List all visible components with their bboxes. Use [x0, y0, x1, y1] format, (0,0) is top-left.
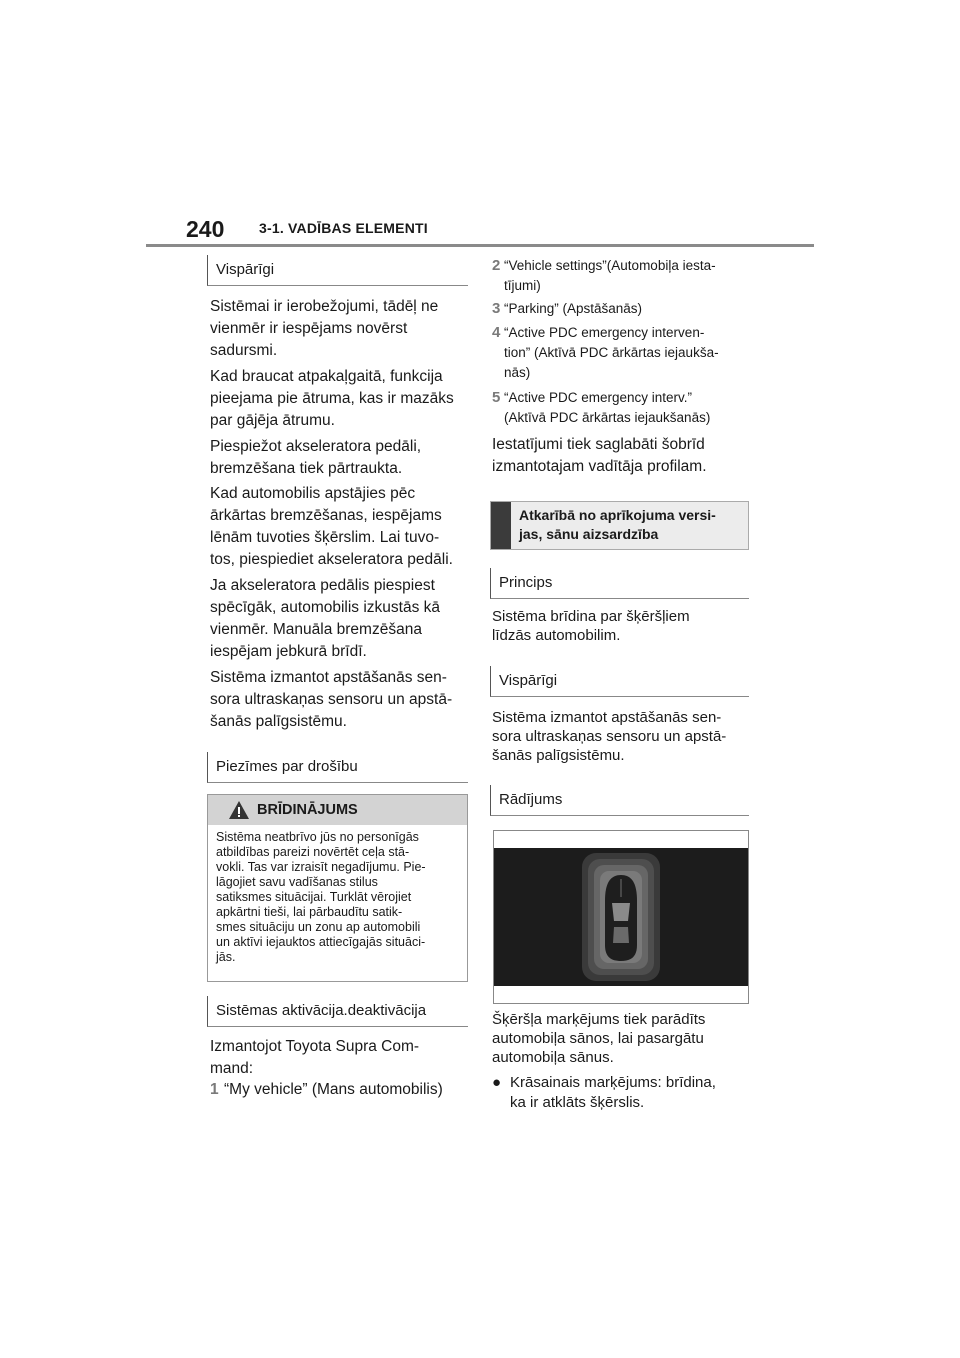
left-para-5: Ja akseleratora pedālis piespiest spēcīgāk, automobilis izkustās kā vienmēr. Manuāla bremzēšana iespējam jebkurā brīdī. — [210, 577, 441, 660]
side-protection-figure — [493, 830, 749, 1004]
step-number: 3 — [492, 300, 501, 317]
bullet-text: Krāsainais marķējums: brīdina, ka ir atklāts šķērslis. — [510, 1074, 716, 1111]
warning-header — [208, 795, 467, 825]
step-number: 1 — [210, 1081, 219, 1098]
step-number: 2 — [492, 257, 501, 274]
step-text: “Active PDC emergency interven- tion” (Aktīvā PDC ārkārtas iejaukša- nās) — [504, 325, 719, 380]
header-rule — [146, 244, 814, 247]
left-para-3: Piespiežot akseleratora pedāli, bremzēšana tiek pārtraukta. — [210, 438, 422, 477]
page-number: 240 — [186, 216, 225, 242]
left-para-1: Sistēmai ir ierobežojumi, tādēļ ne vienmēr ir iespējams novērst sadursmi. — [210, 298, 439, 359]
step-text: “Parking” (Apstāšanās) — [504, 301, 643, 316]
step-number: 5 — [492, 389, 501, 406]
bullet-item — [492, 1073, 754, 1115]
step-1 — [210, 1081, 472, 1103]
warning-box — [207, 794, 468, 982]
step-4 — [492, 323, 752, 383]
warning-title: BRĪDINĀJUMS — [257, 802, 358, 818]
chapter-title: 3-1. VADĪBAS ELEMENTI — [259, 220, 428, 236]
left-para-4: Kad automobilis apstājies pēc ārkārtas bremzēšanas, iespējams lēnām tuvoties šķērslim. Lai tuvo- tos, piespiediet akseleratora pedāli. — [210, 485, 453, 568]
bullet-icon: ● — [492, 1074, 502, 1091]
step-text: “My vehicle” (Mans automobilis) — [224, 1081, 443, 1098]
princips-text: Sistēma brīdina par šķēršļiem līdzās automobilim. — [492, 608, 690, 644]
warning-text: Sistēma neatbrīvo jūs no personīgās atbildības pareizi novērtēt ceļa stā- vokli. Tas var izraisīt negadījumu. Pie- lāgojiet savu vadīšanas stilus satiksmes situācijai. Turklāt vērojiet apkārtni tieši, lai pārbaudītu satik- smes situāciju un zonu ap automobili un aktīvi iejauktos attiecīgajās situāci- jās. — [216, 830, 426, 964]
saved-note: Iestatījumi tiek saglabāti šobrīd izmantotajam vadītāja profilam. — [492, 436, 707, 475]
activation-intro: Izmantojot Toyota Supra Com- mand: — [210, 1038, 420, 1077]
section-heading-side-protection — [490, 501, 749, 550]
heading-vispargi-right: Vispārīgi — [490, 666, 749, 697]
step-text: “Vehicle settings”(Automobiļa iesta- tījumi) — [504, 258, 716, 293]
figure-caption: Šķēršļa marķējums tiek parādīts automobiļa sānos, lai pasargātu automobiļa sānus. — [492, 1011, 706, 1066]
left-para-2: Kad braucat atpakaļgaitā, funkcija pieejama pie ātruma, kas ir mazāks par gājēja ātrumu. — [210, 368, 454, 429]
left-para-6: Sistēma izmantot apstāšanās sen- sora ultraskaņas sensoru un apstā- šanās palīgsistēmu. — [210, 669, 453, 730]
parking-display-illustration — [494, 831, 748, 1003]
step-3 — [492, 299, 752, 319]
step-number: 4 — [492, 324, 501, 341]
heading-radijums: Rādījums — [490, 785, 749, 816]
heading-princips: Princips — [490, 568, 749, 599]
heading-bar — [491, 502, 511, 549]
heading-safety: Piezīmes par drošību — [207, 752, 468, 783]
step-5 — [492, 388, 752, 428]
step-2 — [492, 256, 752, 296]
heading-activation: Sistēmas aktivācija.deaktivācija — [207, 996, 468, 1027]
vispargi-text: Sistēma izmantot apstāšanās sen- sora ultraskaņas sensoru un apstā- šanās palīgsistēmu. — [492, 709, 727, 764]
heading-vispargi-left: Vispārīgi — [207, 255, 468, 286]
step-text: “Active PDC emergency interv.” (Aktīvā PDC ārkārtas iejaukšanās) — [504, 390, 711, 425]
warning-triangle-icon — [228, 800, 250, 820]
section-heading-text: Atkarībā no aprīkojuma versi- jas, sānu aizsardzība — [519, 507, 716, 542]
